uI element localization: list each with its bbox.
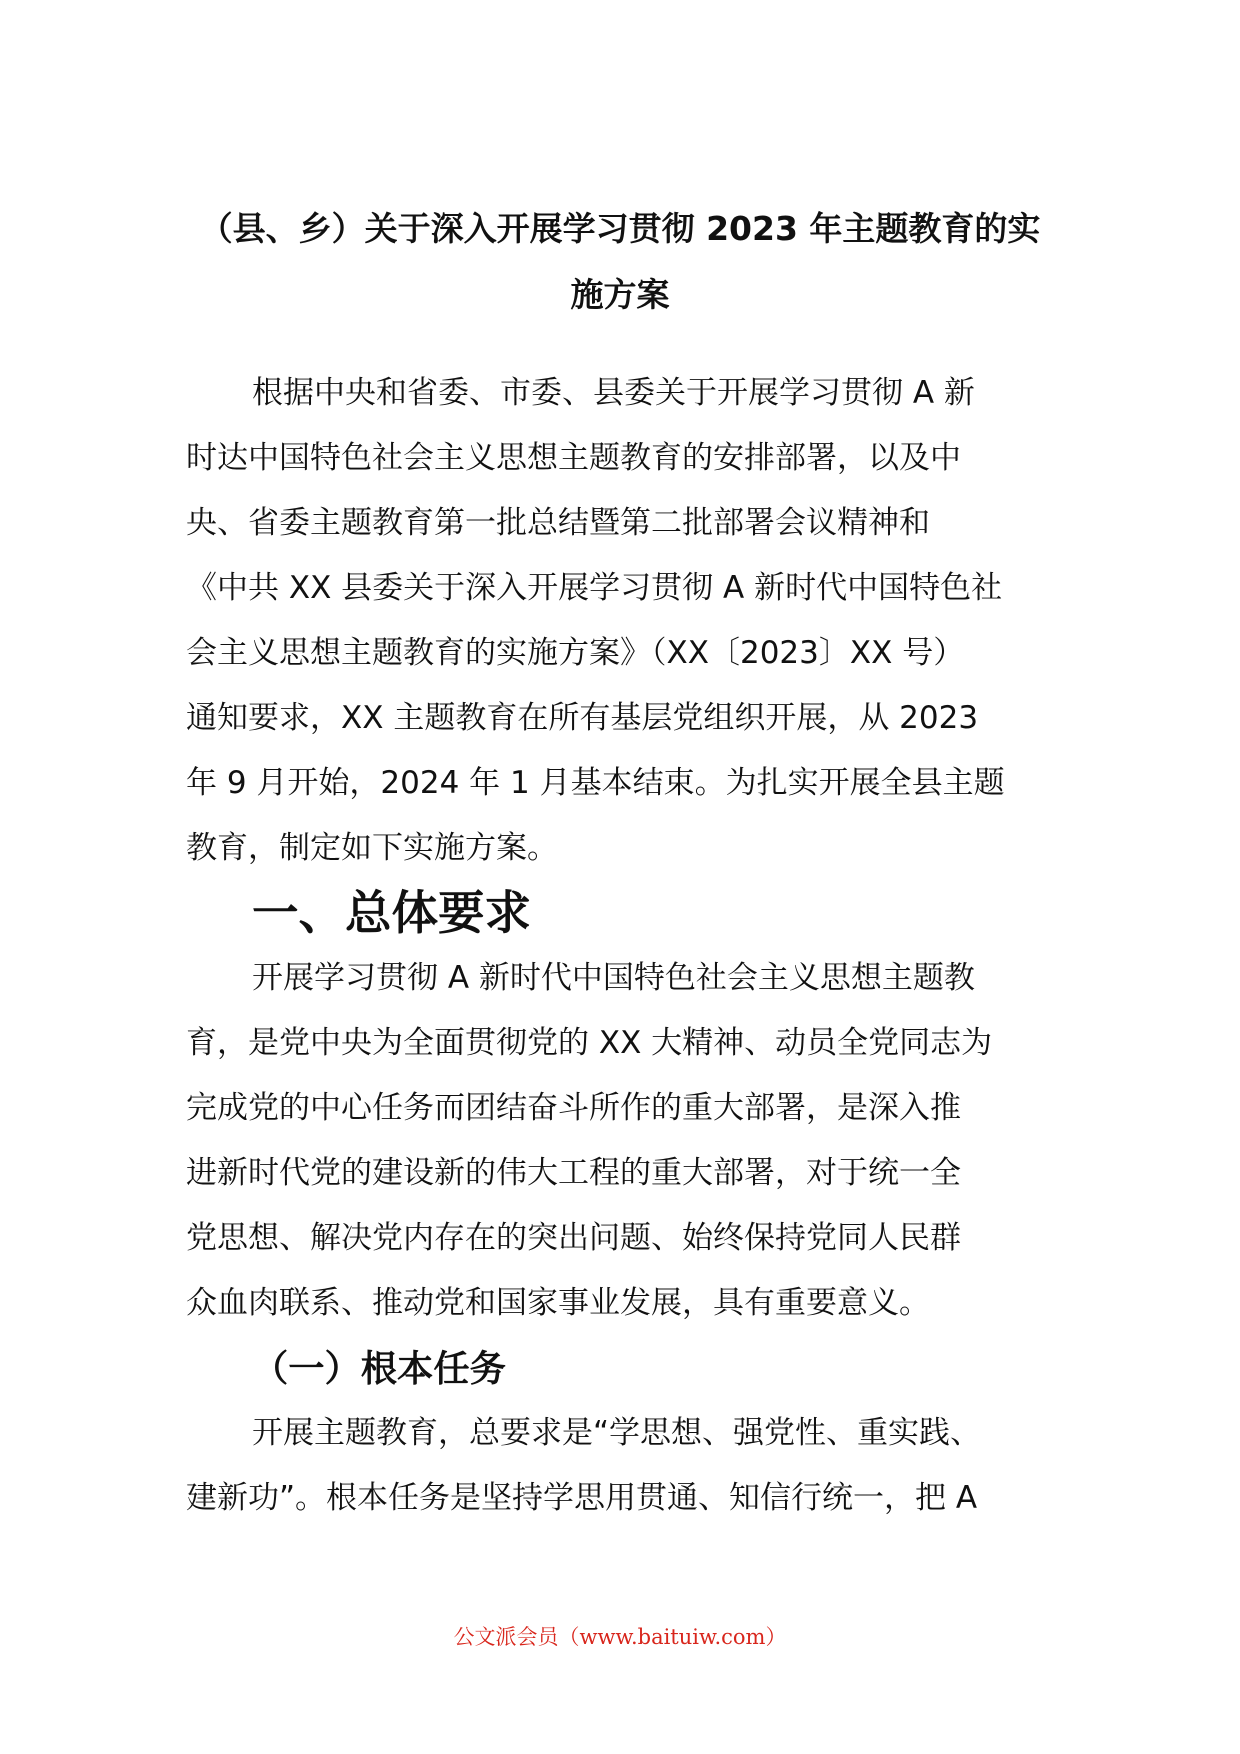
text-line: 通知要求，XX 主题教育在所有基层党组织开展，从 2023 [186,700,979,736]
text-line: 开展主题教育，总要求是“学思想、强党性、重实践、 [252,1415,982,1451]
text-line: 根据中央和省委、市委、县委关于开展学习贯彻 A 新 [252,375,975,411]
document-body [186,361,1054,1531]
text-line: 进新时代党的建设新的伟大工程的重大部署，对于统一全 [186,1155,961,1191]
subsection-paragraph [186,1401,1054,1531]
title-line-1: （县、乡）关于深入开展学习贯彻 2023 年主题教育的实 [199,209,1041,248]
text-line: 众血肉联系、推动党和国家事业发展，具有重要意义。 [186,1285,930,1321]
text-line: 完成党的中心任务而团结奋斗所作的重大部署，是深入推 [186,1090,961,1126]
text-line: 央、省委主题教育第一批总结暨第二批部署会议精神和 [186,505,930,541]
text-line: 教育，制定如下实施方案。 [186,830,558,866]
section-heading: 一、总体要求 [252,886,531,940]
section-paragraph [186,946,1054,1336]
text-line: 年 9 月开始，2024 年 1 月基本结束。为扎实开展全县主题 [186,765,1005,801]
text-line: 育，是党中央为全面贯彻党的 XX 大精神、动员全党同志为 [186,1025,993,1061]
text-line: 建新功”。根本任务是坚持学思用贯通、知信行统一，把 A [186,1480,978,1516]
text-line: 开展学习贯彻 A 新时代中国特色社会主义思想主题教 [252,960,975,996]
text-line: 时达中国特色社会主义思想主题教育的安排部署，以及中 [186,440,961,476]
intro-paragraph [186,361,1054,881]
text-line: 会主义思想主题教育的实施方案》（XX〔2023〕XX 号） [186,635,965,671]
footer-watermark: 公文派会员（www.baituiw.com） [453,1625,787,1649]
subsection-heading: （一）根本任务 [252,1347,506,1390]
document-title [186,196,1054,328]
title-line-2: 施方案 [570,275,670,314]
text-line: 《中共 XX 县委关于深入开展学习贯彻 A 新时代中国特色社 [186,570,1003,606]
text-line: 党思想、解决党内存在的突出问题、始终保持党同人民群 [186,1220,961,1256]
